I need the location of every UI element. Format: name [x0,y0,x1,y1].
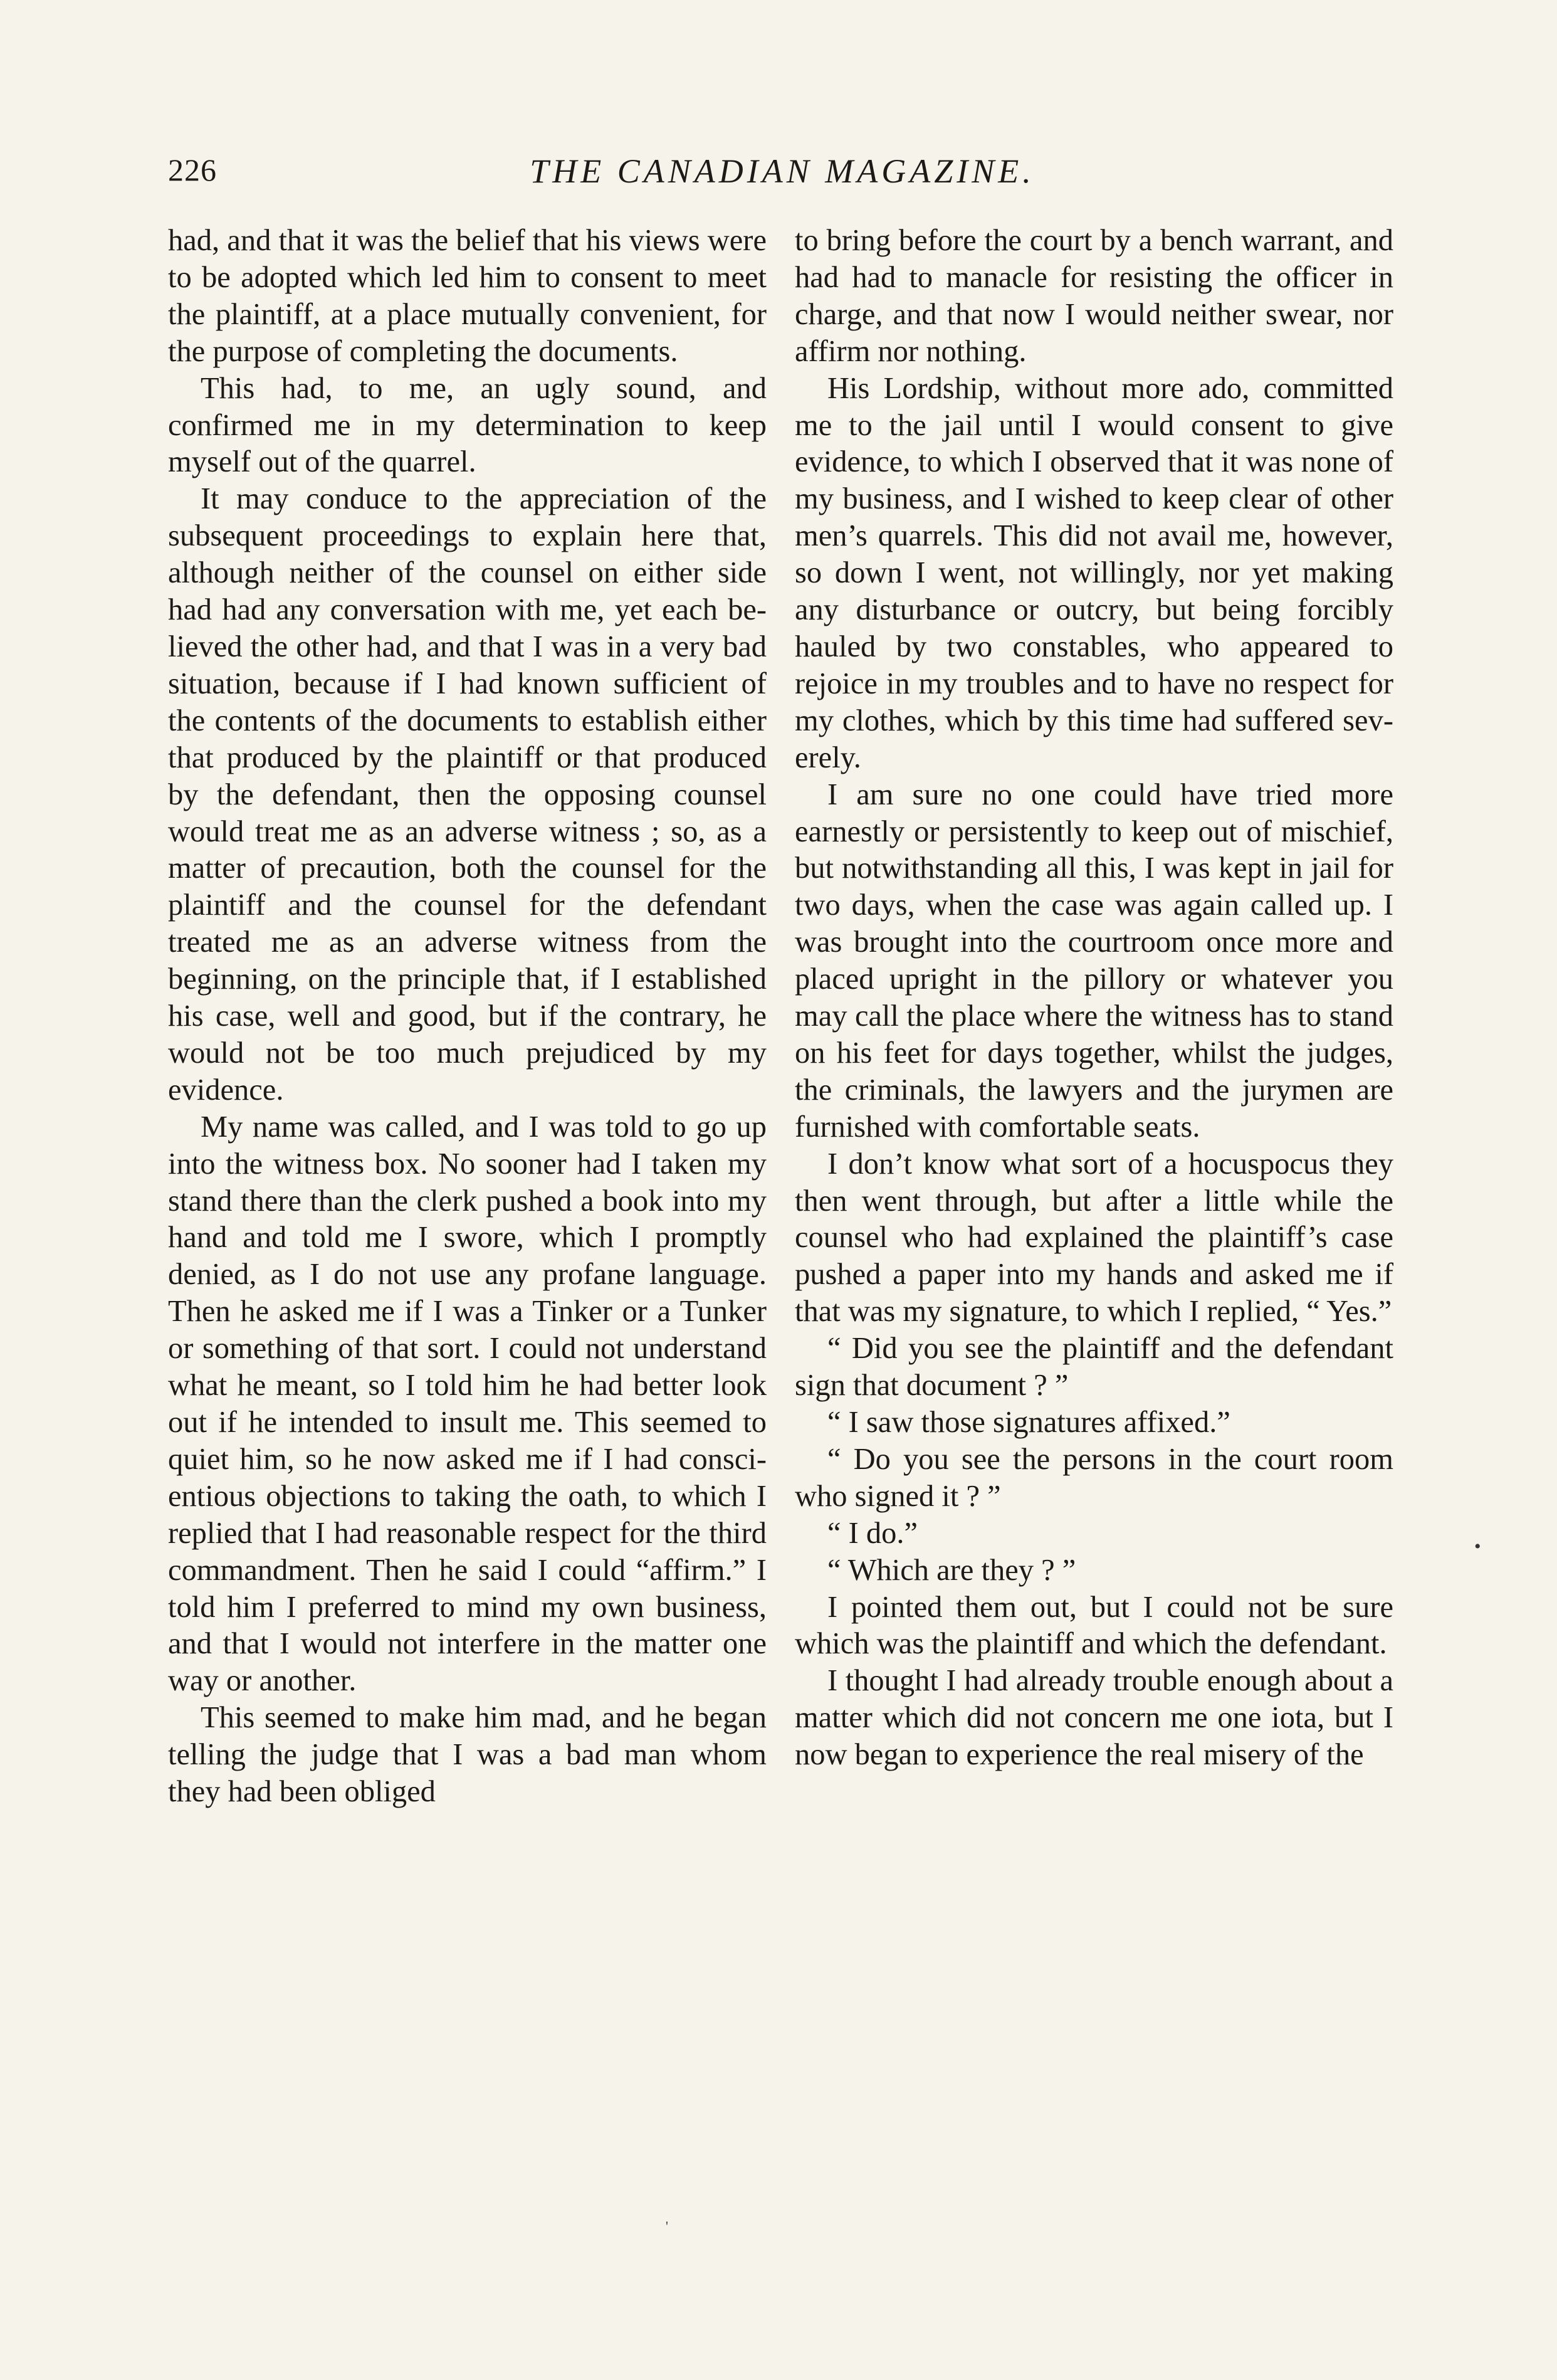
paragraph: It may conduce to the appreciation of the subsequent proceedings to explain here that, although neither of the counsel on either side had had any conversation with me, yet each believed the other had, and that I was in a very bad situation, because if I had known sufficient of the contents of the documents to establish either that produced by the plaintiff or that produced by the defendant, then the opposing counsel would treat me as an adverse witness ; so, as a matter of precaution, both the counsel for the plaintiff and the counsel for the defendant treated me as an adverse witness from the beginning, on the principle that, if I established his case, well and good, but if the contrary, he would not be too much prejudiced by my evidence. [168,482,767,1107]
paragraph: This had, to me, an ugly sound, and confirmed me in my determination to keep myself out of the quarrel. [168,371,767,479]
ink-speck: ' [666,2218,668,2234]
running-head [168,152,1397,196]
left-column [168,223,767,1811]
page-number: 226 [168,152,217,187]
paragraph: “ Do you see the persons in the court room who signed it ? ” [795,1442,1393,1513]
journal-title: THE CANADIAN MAGAZINE. [530,152,1035,190]
right-column [795,223,1393,1774]
paragraph: I don’t know what sort of a hocuspocus they then went through, but after a little while the counsel who had explained the plaintiff’s case pushed a paper into my hands and asked me if that was my signature, to which I replied, “ Yes.” [795,1147,1393,1329]
paragraph: had, and that it was the belief that his views were to be adopted which led him to consent to meet the plaintiff, at a place mutually convenient, for the purpose of completing the documents. [168,224,767,368]
paragraph: “ I do.” [827,1516,918,1550]
paragraph: “ Did you see the plaintiff and the defendant sign that document ? ” [795,1332,1393,1403]
paragraph: “ I saw those signatures affixed.” [827,1406,1230,1439]
paragraph: I pointed them out, but I could not be sure which was the plaintiff and which the defendant. [795,1590,1393,1661]
paragraph: My name was called, and I was told to go up into the witness box. No sooner had I taken my stand there than the clerk pushed a book into my hand and told me I swore, which I promptly denied, as I do not use any profane language. Then he asked me if I was a Tinker or a Tunker or something of that sort. I could not understand what he meant, so I told him he had better look out if he intended to insult me. This seemed to quiet him, so he now asked me if I had conscientious objections to taking the oath, to which I replied that I had reasonable respect for the third commandment. Then he said I could “affirm.” I told him I preferred to mind my own business, and that I would not interfere in the matter one way or another. [168,1110,767,1698]
paragraph: to bring before the court by a bench warrant, and had had to manacle for resisting the officer in charge, and that now I would neither swear, nor affirm nor nothing. [795,224,1393,368]
article-body [168,223,1397,2292]
paragraph: I am sure no one could have tried more earnestly or persistently to keep out of mischief, but notwithstanding all this, I was kept in jail for two days, when the case was again called up. I was brought into the courtroom once more and placed upright in the pillory or whatever you may call the place where the witness has to stand on his feet for days together, whilst the judges, the criminals, the lawyers and the jurymen are furnished with comfortable seats. [795,777,1393,1144]
ink-speck: • [1474,1536,1481,1557]
paragraph: “ Which are they ? ” [827,1553,1076,1587]
paragraph: His Lordship, without more ado, committed me to the jail until I would consent to give evidence, to which I observed that it was none of my business, and I wished to keep clear of other men’s quarrels. This did not avail me, however, so down I went, not willingly, nor yet making any disturbance or outcry, but being forcibly hauled by two constables, who appeared to rejoice in my troubles and to have no respect for my clothes, which by this time had suffered severely. [795,371,1393,774]
paragraph: This seemed to make him mad, and he began telling the judge that I was a bad man whom they had been obliged [168,1701,767,1809]
paragraph: I thought I had already trouble enough about a matter which did not concern me one iota, but I now began to experience the real misery of the [795,1664,1393,1772]
